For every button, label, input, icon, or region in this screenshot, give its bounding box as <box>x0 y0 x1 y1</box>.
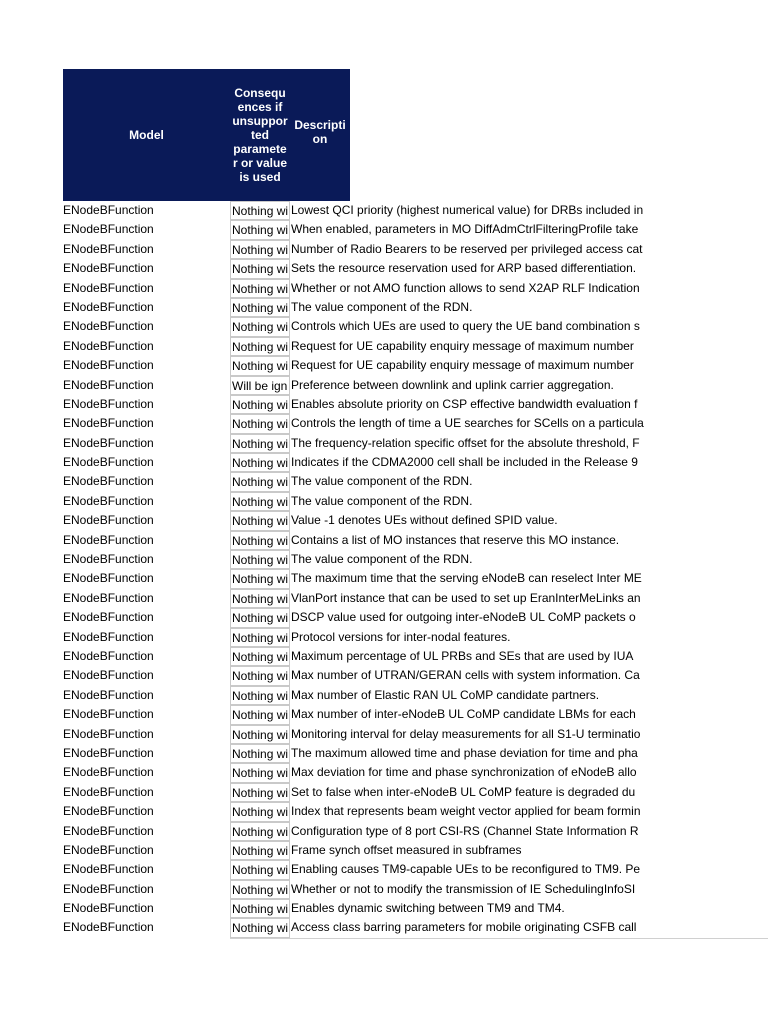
cell-consequence[interactable]: Nothing wi <box>230 201 289 220</box>
header-description: Descripti on <box>294 118 346 146</box>
table-row <box>63 259 768 278</box>
cell-consequence[interactable]: Nothing wi <box>230 531 289 550</box>
cell-description[interactable]: Indicates if the CDMA2000 cell shall be included in the Release 9 <box>289 453 768 472</box>
header-row <box>63 69 768 201</box>
cell-consequence[interactable]: Nothing wi <box>230 453 289 472</box>
cell-consequence[interactable]: Nothing wi <box>230 802 289 821</box>
cell-model[interactable]: ENodeBFunction <box>63 784 154 799</box>
cell-model[interactable]: ENodeBFunction <box>63 261 154 276</box>
cell-model[interactable]: ENodeBFunction <box>63 668 154 683</box>
cell-description[interactable]: Contains a list of MO instances that reserve this MO instance. <box>289 531 768 550</box>
cell-description[interactable]: Whether or not AMO function allows to send X2AP RLF Indication <box>289 279 768 298</box>
cell-model[interactable]: ENodeBFunction <box>63 765 154 780</box>
table-row <box>63 279 768 298</box>
cell-consequence[interactable]: Nothing wi <box>230 220 289 239</box>
cell-description[interactable]: The value component of the RDN. <box>289 550 768 569</box>
cell-consequence[interactable]: Nothing wi <box>230 434 289 453</box>
cell-description[interactable]: Sets the resource reservation used for ARP based differentiation. <box>289 259 768 278</box>
table-row <box>63 240 768 259</box>
cell-consequence[interactable]: Nothing wi <box>230 608 289 627</box>
cell-model[interactable]: ENodeBFunction <box>63 745 154 760</box>
table-row <box>63 511 768 530</box>
table-row <box>63 822 768 841</box>
cell-consequence[interactable]: Nothing wi <box>230 550 289 569</box>
cell-consequence[interactable]: Nothing wi <box>230 666 289 685</box>
table-row <box>63 899 768 918</box>
cell-consequence[interactable]: Nothing wi <box>230 259 289 278</box>
cell-consequence[interactable]: Nothing wi <box>230 841 289 860</box>
cell-consequence[interactable]: Nothing wi <box>230 686 289 705</box>
table-row <box>63 880 768 899</box>
cell-consequence[interactable]: Nothing wi <box>230 492 289 511</box>
table-body <box>63 201 768 938</box>
cell-model[interactable]: ENodeBFunction <box>63 881 154 896</box>
header-model: Model <box>129 128 164 142</box>
cell-model[interactable]: ENodeBFunction <box>63 920 154 935</box>
table-row <box>63 744 768 763</box>
table-row <box>63 492 768 511</box>
cell-consequence[interactable]: Nothing wi <box>230 298 289 317</box>
table-row <box>63 220 768 239</box>
table-row <box>63 608 768 627</box>
table-row <box>63 860 768 879</box>
cell-description[interactable]: Index that represents beam weight vector applied for beam formin <box>289 802 768 821</box>
cell-model[interactable]: ENodeBFunction <box>63 280 154 295</box>
table-row <box>63 531 768 550</box>
cell-description[interactable]: Max number of UTRAN/GERAN cells with system information. Ca <box>289 666 768 685</box>
cell-description[interactable]: Max deviation for time and phase synchronization of eNodeB allo <box>289 763 768 782</box>
table-row <box>63 356 768 375</box>
cell-description[interactable]: Set to false when inter-eNodeB UL CoMP feature is degraded du <box>289 783 768 802</box>
cell-description[interactable]: Request for UE capability enquiry message of maximum number <box>289 356 768 375</box>
cell-model[interactable]: ENodeBFunction <box>63 299 154 314</box>
cell-consequence[interactable]: Nothing wi <box>230 317 289 336</box>
table-row <box>63 453 768 472</box>
cell-consequence[interactable]: Nothing wi <box>230 880 289 899</box>
table-row <box>63 841 768 860</box>
cell-consequence[interactable]: Nothing wi <box>230 899 289 918</box>
cell-model[interactable]: ENodeBFunction <box>63 416 154 431</box>
cell-description[interactable]: Request for UE capability enquiry message of maximum number <box>289 337 768 356</box>
cell-model[interactable]: ENodeBFunction <box>63 358 154 373</box>
cell-consequence[interactable]: Nothing wi <box>230 918 289 937</box>
table-row <box>63 783 768 802</box>
cell-model[interactable]: ENodeBFunction <box>63 804 154 819</box>
cell-model[interactable]: ENodeBFunction <box>63 377 154 392</box>
cell-model[interactable]: ENodeBFunction <box>63 707 154 722</box>
table-row <box>63 666 768 685</box>
cell-description[interactable]: Whether or not to modify the transmission of IE SchedulingInfoSI <box>289 880 768 899</box>
cell-consequence[interactable]: Nothing wi <box>230 860 289 879</box>
cell-description[interactable]: Controls the length of time a UE searches for SCells on a particula <box>289 414 768 433</box>
cell-consequence[interactable]: Nothing wi <box>230 279 289 298</box>
cell-consequence[interactable]: Nothing wi <box>230 628 289 647</box>
table-row <box>63 337 768 356</box>
cell-model[interactable]: ENodeBFunction <box>63 513 154 528</box>
cell-description[interactable]: Protocol versions for inter-nodal features. <box>289 628 768 647</box>
cell-consequence[interactable]: Nothing wi <box>230 763 289 782</box>
cell-description[interactable]: Monitoring interval for delay measurements for all S1-U terminatio <box>289 725 768 744</box>
cell-model[interactable]: ENodeBFunction <box>63 590 154 605</box>
cell-consequence[interactable]: Nothing wi <box>230 511 289 530</box>
cell-description[interactable]: The value component of the RDN. <box>289 492 768 511</box>
cell-description[interactable]: Enables absolute priority on CSP effective bandwidth evaluation f <box>289 395 768 414</box>
table-row <box>63 628 768 647</box>
cell-consequence[interactable]: Nothing wi <box>230 783 289 802</box>
cell-model[interactable]: ENodeBFunction <box>63 474 154 489</box>
cell-model[interactable]: ENodeBFunction <box>63 532 154 547</box>
cell-consequence[interactable]: Nothing wi <box>230 240 289 259</box>
table-row <box>63 201 768 220</box>
cell-model[interactable]: ENodeBFunction <box>63 726 154 741</box>
cell-model[interactable]: ENodeBFunction <box>63 862 154 877</box>
cell-consequence[interactable]: Nothing wi <box>230 589 289 608</box>
cell-model[interactable]: ENodeBFunction <box>63 493 154 508</box>
cell-model[interactable]: ENodeBFunction <box>63 629 154 644</box>
cell-description[interactable]: Configuration type of 8 port CSI-RS (Channel State Information R <box>289 822 768 841</box>
cell-model[interactable]: ENodeBFunction <box>63 396 154 411</box>
table-row <box>63 376 768 395</box>
cell-consequence[interactable]: Nothing wi <box>230 395 289 414</box>
cell-consequence[interactable]: Nothing wi <box>230 647 289 666</box>
table-row <box>63 802 768 821</box>
table-bottom-border <box>230 938 768 939</box>
cell-consequence[interactable]: Nothing wi <box>230 822 289 841</box>
table-row <box>63 472 768 491</box>
cell-description[interactable]: The maximum allowed time and phase deviation for time and pha <box>289 744 768 763</box>
cell-description[interactable]: DSCP value used for outgoing inter-eNodeB UL CoMP packets o <box>289 608 768 627</box>
cell-consequence[interactable]: Nothing wi <box>230 414 289 433</box>
cell-consequence[interactable]: Nothing wi <box>230 725 289 744</box>
cell-model[interactable]: ENodeBFunction <box>63 648 154 663</box>
table-row <box>63 550 768 569</box>
cell-description[interactable]: Preference between downlink and uplink carrier aggregation. <box>289 376 768 395</box>
cell-model[interactable]: ENodeBFunction <box>63 241 154 256</box>
table-row <box>63 434 768 453</box>
cell-model[interactable]: ENodeBFunction <box>63 901 154 916</box>
table-row <box>63 414 768 433</box>
table-row <box>63 317 768 336</box>
cell-description[interactable]: Enables dynamic switching between TM9 and TM4. <box>289 899 768 918</box>
table-row <box>63 725 768 744</box>
cell-description[interactable]: Number of Radio Bearers to be reserved per privileged access cat <box>289 240 768 259</box>
table-row <box>63 569 768 588</box>
cell-consequence[interactable]: Nothing wi <box>230 569 289 588</box>
cell-model[interactable]: ENodeBFunction <box>63 571 154 586</box>
cell-description[interactable]: Max number of inter-eNodeB UL CoMP candidate LBMs for each <box>289 705 768 724</box>
table-row <box>63 589 768 608</box>
header-consequences: Consequ ences if unsuppor ted paramete r or value is used <box>232 86 288 184</box>
table-row <box>63 395 768 414</box>
cell-model[interactable]: ENodeBFunction <box>63 552 154 567</box>
cell-model[interactable]: ENodeBFunction <box>63 823 154 838</box>
cell-description[interactable]: The value component of the RDN. <box>289 472 768 491</box>
cell-model[interactable]: ENodeBFunction <box>63 610 154 625</box>
cell-description[interactable]: Maximum percentage of UL PRBs and SEs that are used by IUA <box>289 647 768 666</box>
cell-description[interactable]: The frequency-relation specific offset for the absolute threshold, F <box>289 434 768 453</box>
table-row <box>63 686 768 705</box>
cell-consequence[interactable]: Nothing wi <box>230 472 289 491</box>
cell-consequence[interactable]: Will be ign <box>230 376 289 395</box>
cell-model[interactable]: ENodeBFunction <box>63 455 154 470</box>
cell-model[interactable]: ENodeBFunction <box>63 338 154 353</box>
cell-description[interactable]: Frame synch offset measured in subframes <box>289 841 768 860</box>
cell-description[interactable]: The value component of the RDN. <box>289 298 768 317</box>
table-row <box>63 918 768 937</box>
cell-model[interactable]: ENodeBFunction <box>63 203 154 217</box>
table-row <box>63 763 768 782</box>
spreadsheet <box>63 69 768 938</box>
cell-description[interactable]: Value -1 denotes UEs without defined SPID value. <box>289 511 768 530</box>
table-row <box>63 647 768 666</box>
cell-description[interactable]: Lowest QCI priority (highest numerical value) for DRBs included in <box>289 201 768 220</box>
cell-description[interactable]: Enabling causes TM9-capable UEs to be reconfigured to TM9. Pe <box>289 860 768 879</box>
cell-model[interactable]: ENodeBFunction <box>63 222 154 237</box>
cell-model[interactable]: ENodeBFunction <box>63 842 154 857</box>
cell-description[interactable]: Controls which UEs are used to query the UE band combination s <box>289 317 768 336</box>
cell-description[interactable]: Access class barring parameters for mobile originating CSFB call <box>289 918 768 937</box>
cell-consequence[interactable]: Nothing wi <box>230 744 289 763</box>
cell-consequence[interactable]: Nothing wi <box>230 705 289 724</box>
table-row <box>63 705 768 724</box>
cell-description[interactable]: When enabled, parameters in MO DiffAdmCtrlFilteringProfile take <box>289 220 768 239</box>
cell-model[interactable]: ENodeBFunction <box>63 435 154 450</box>
cell-model[interactable]: ENodeBFunction <box>63 319 154 334</box>
cell-description[interactable]: The maximum time that the serving eNodeB can reselect Inter ME <box>289 569 768 588</box>
cell-model[interactable]: ENodeBFunction <box>63 687 154 702</box>
cell-description[interactable]: VlanPort instance that can be used to set up EranInterMeLinks an <box>289 589 768 608</box>
cell-consequence[interactable]: Nothing wi <box>230 356 289 375</box>
cell-description[interactable]: Max number of Elastic RAN UL CoMP candidate partners. <box>289 686 768 705</box>
cell-consequence[interactable]: Nothing wi <box>230 337 289 356</box>
table-row <box>63 298 768 317</box>
